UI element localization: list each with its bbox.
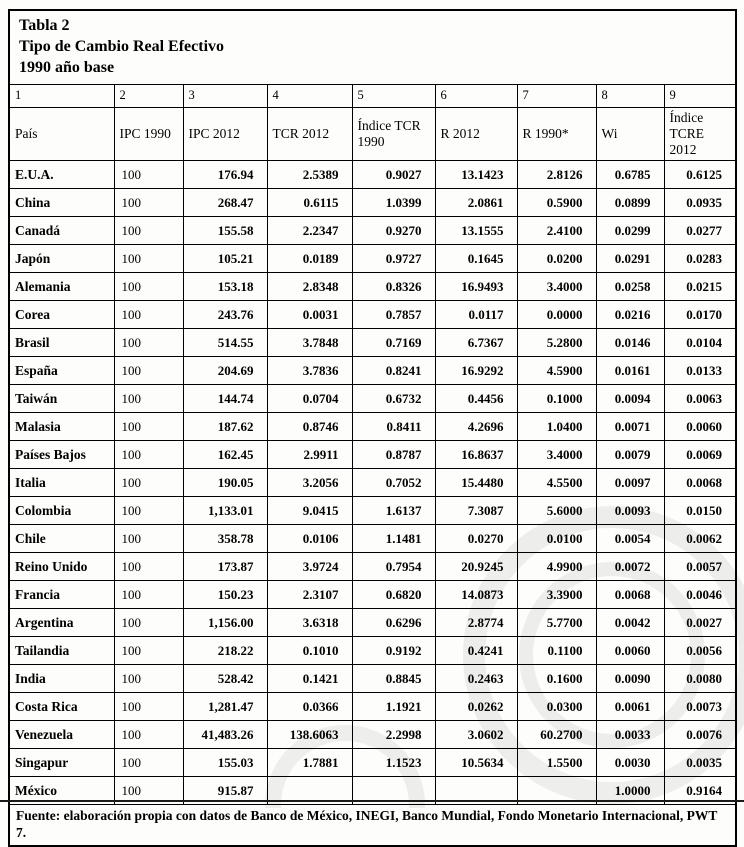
value-cell: 0.4456 [435, 385, 517, 413]
value-cell: 0.0146 [596, 329, 664, 357]
value-cell: 100 [114, 777, 183, 805]
value-cell: 150.23 [183, 581, 267, 609]
value-cell: 13.1423 [435, 161, 517, 189]
data-table [8, 9, 737, 847]
value-cell: 2.5389 [267, 161, 352, 189]
value-cell: 3.4000 [517, 441, 596, 469]
value-cell: 10.5634 [435, 749, 517, 777]
country-cell: México [9, 777, 114, 805]
value-cell: 3.6318 [267, 609, 352, 637]
value-cell: 0.0063 [664, 385, 736, 413]
value-cell: 0.0106 [267, 525, 352, 553]
value-cell: 1.0399 [352, 189, 435, 217]
value-cell: 100 [114, 385, 183, 413]
value-cell: 0.0262 [435, 693, 517, 721]
table-row [9, 413, 736, 441]
value-cell: 528.42 [183, 665, 267, 693]
value-cell: 0.0299 [596, 217, 664, 245]
value-cell: 100 [114, 525, 183, 553]
value-cell: 243.76 [183, 301, 267, 329]
value-cell: 268.47 [183, 189, 267, 217]
value-cell: 100 [114, 609, 183, 637]
value-cell: 3.9724 [267, 553, 352, 581]
country-cell: E.U.A. [9, 161, 114, 189]
column-number-cell: 8 [596, 85, 664, 108]
table-row [9, 693, 736, 721]
table-row [9, 217, 736, 245]
column-number-cell: 4 [267, 85, 352, 108]
country-cell: Países Bajos [9, 441, 114, 469]
value-cell: 0.0033 [596, 721, 664, 749]
column-header-cell: R 1990* [517, 108, 596, 161]
value-cell: 0.6820 [352, 581, 435, 609]
value-cell: 0.0071 [596, 413, 664, 441]
column-header-cell: IPC 1990 [114, 108, 183, 161]
value-cell: 100 [114, 441, 183, 469]
value-cell: 0.8746 [267, 413, 352, 441]
value-cell: 100 [114, 329, 183, 357]
value-cell: 6.7367 [435, 329, 517, 357]
value-cell: 0.0060 [664, 413, 736, 441]
table-row [9, 385, 736, 413]
value-cell: 100 [114, 217, 183, 245]
table-row [9, 161, 736, 189]
table-row [9, 469, 736, 497]
table-row [9, 581, 736, 609]
value-cell: 105.21 [183, 245, 267, 273]
value-cell: 0.0062 [664, 525, 736, 553]
value-cell: 0.6732 [352, 385, 435, 413]
value-cell: 0.0200 [517, 245, 596, 273]
value-cell: 0.6125 [664, 161, 736, 189]
value-cell: 153.18 [183, 273, 267, 301]
value-cell: 0.0150 [664, 497, 736, 525]
value-cell: 0.8326 [352, 273, 435, 301]
column-number-cell: 7 [517, 85, 596, 108]
value-cell: 0.4241 [435, 637, 517, 665]
value-cell: 0.6115 [267, 189, 352, 217]
value-cell: 2.4100 [517, 217, 596, 245]
value-cell: 0.0117 [435, 301, 517, 329]
value-cell: 0.1421 [267, 665, 352, 693]
country-cell: Chile [9, 525, 114, 553]
value-cell: 0.0283 [664, 245, 736, 273]
value-cell: 0.6785 [596, 161, 664, 189]
value-cell: 0.9192 [352, 637, 435, 665]
value-cell: 0.0042 [596, 609, 664, 637]
value-cell: 100 [114, 469, 183, 497]
value-cell: 5.6000 [517, 497, 596, 525]
value-cell: 0.8241 [352, 357, 435, 385]
value-cell: 0.2463 [435, 665, 517, 693]
value-cell: 100 [114, 273, 183, 301]
column-header-cell: TCR 2012 [267, 108, 352, 161]
value-cell: 0.0054 [596, 525, 664, 553]
value-cell: 0.0170 [664, 301, 736, 329]
value-cell: 100 [114, 189, 183, 217]
value-cell: 0.1100 [517, 637, 596, 665]
value-cell: 2.2347 [267, 217, 352, 245]
value-cell: 0.8845 [352, 665, 435, 693]
value-cell: 0.0704 [267, 385, 352, 413]
document-page [8, 9, 737, 847]
value-cell: 0.0000 [517, 301, 596, 329]
value-cell: 0.0069 [664, 441, 736, 469]
value-cell: 0.9164 [664, 777, 736, 805]
value-cell: 100 [114, 497, 183, 525]
value-cell: 173.87 [183, 553, 267, 581]
column-number-row [9, 85, 736, 108]
value-cell: 0.0161 [596, 357, 664, 385]
value-cell: 1.1481 [352, 525, 435, 553]
value-cell: 0.0189 [267, 245, 352, 273]
value-cell: 0.7169 [352, 329, 435, 357]
value-cell: 2.9911 [267, 441, 352, 469]
value-cell: 1,281.47 [183, 693, 267, 721]
country-cell: Costa Rica [9, 693, 114, 721]
value-cell: 0.6296 [352, 609, 435, 637]
country-cell: Italia [9, 469, 114, 497]
value-cell: 0.5900 [517, 189, 596, 217]
column-number-cell: 1 [9, 85, 114, 108]
country-cell: Argentina [9, 609, 114, 637]
table-row [9, 749, 736, 777]
country-cell: Reino Unido [9, 553, 114, 581]
country-cell: España [9, 357, 114, 385]
value-cell: 3.7836 [267, 357, 352, 385]
value-cell: 138.6063 [267, 721, 352, 749]
table-row [9, 525, 736, 553]
value-cell: 5.2800 [517, 329, 596, 357]
country-cell: Singapur [9, 749, 114, 777]
value-cell: 100 [114, 749, 183, 777]
value-cell: 0.0072 [596, 553, 664, 581]
table-row [9, 441, 736, 469]
value-cell: 100 [114, 245, 183, 273]
value-cell: 0.0291 [596, 245, 664, 273]
value-cell: 1.0400 [517, 413, 596, 441]
value-cell: 915.87 [183, 777, 267, 805]
table-row [9, 357, 736, 385]
value-cell: 0.0258 [596, 273, 664, 301]
column-header-cell: Índice TCRE 2012 [664, 108, 736, 161]
page-bottom-rule [0, 800, 744, 802]
value-cell: 162.45 [183, 441, 267, 469]
value-cell: 358.78 [183, 525, 267, 553]
table-row [9, 301, 736, 329]
table-title [9, 10, 736, 85]
value-cell: 60.2700 [517, 721, 596, 749]
value-cell: 0.0277 [664, 217, 736, 245]
value-cell: 100 [114, 413, 183, 441]
value-cell: 0.0068 [596, 581, 664, 609]
country-cell: Corea [9, 301, 114, 329]
table-title-line-2: Tipo de Cambio Real Efectivo [19, 38, 225, 55]
value-cell: 0.0366 [267, 693, 352, 721]
column-header-cell: IPC 2012 [183, 108, 267, 161]
table-row [9, 273, 736, 301]
value-cell: 155.03 [183, 749, 267, 777]
value-cell: 0.9727 [352, 245, 435, 273]
value-cell: 7.3087 [435, 497, 517, 525]
value-cell: 0.8787 [352, 441, 435, 469]
value-cell: 1,133.01 [183, 497, 267, 525]
value-cell: 155.58 [183, 217, 267, 245]
table-row [9, 245, 736, 273]
column-header-cell: Wi [596, 108, 664, 161]
value-cell: 0.0133 [664, 357, 736, 385]
value-cell: 0.7052 [352, 469, 435, 497]
value-cell: 4.5500 [517, 469, 596, 497]
value-cell: 0.0073 [664, 693, 736, 721]
value-cell: 100 [114, 637, 183, 665]
country-cell: Venezuela [9, 721, 114, 749]
value-cell: 0.7857 [352, 301, 435, 329]
source-note: Fuente: elaboración propia con datos de Banco de México, INEGI, Banco Mundial, Fondo Monetario Internacional, PWT 7. [9, 805, 736, 847]
value-cell: 100 [114, 553, 183, 581]
value-cell: 0.9027 [352, 161, 435, 189]
value-cell: 4.9900 [517, 553, 596, 581]
column-number-cell: 2 [114, 85, 183, 108]
value-cell: 190.05 [183, 469, 267, 497]
value-cell: 9.0415 [267, 497, 352, 525]
value-cell: 100 [114, 161, 183, 189]
value-cell: 0.7954 [352, 553, 435, 581]
table-row [9, 189, 736, 217]
value-cell: 0.1000 [517, 385, 596, 413]
country-cell: Francia [9, 581, 114, 609]
value-cell: 0.0060 [596, 637, 664, 665]
value-cell: 0.0100 [517, 525, 596, 553]
value-cell: 1.7881 [267, 749, 352, 777]
value-cell: 100 [114, 721, 183, 749]
table-body [9, 161, 736, 805]
value-cell: 100 [114, 581, 183, 609]
title-row [9, 10, 736, 85]
value-cell: 0.0215 [664, 273, 736, 301]
value-cell: 16.8637 [435, 441, 517, 469]
value-cell: 100 [114, 357, 183, 385]
value-cell: 0.8411 [352, 413, 435, 441]
value-cell: 144.74 [183, 385, 267, 413]
value-cell: 0.0104 [664, 329, 736, 357]
value-cell: 1.0000 [596, 777, 664, 805]
value-cell: 2.8126 [517, 161, 596, 189]
value-cell: 0.1600 [517, 665, 596, 693]
country-cell: Tailandia [9, 637, 114, 665]
value-cell: 3.4000 [517, 273, 596, 301]
column-number-cell: 3 [183, 85, 267, 108]
table-row [9, 665, 736, 693]
value-cell: 0.0030 [596, 749, 664, 777]
table-row [9, 553, 736, 581]
value-cell: 514.55 [183, 329, 267, 357]
country-cell: Colombia [9, 497, 114, 525]
column-number-cell: 5 [352, 85, 435, 108]
table-title-line-3: 1990 año base [19, 59, 115, 76]
value-cell: 0.0057 [664, 553, 736, 581]
value-cell: 20.9245 [435, 553, 517, 581]
value-cell: 2.0861 [435, 189, 517, 217]
value-cell: 2.8348 [267, 273, 352, 301]
value-cell: 0.0300 [517, 693, 596, 721]
value-cell: 0.0035 [664, 749, 736, 777]
country-cell: India [9, 665, 114, 693]
value-cell: 3.2056 [267, 469, 352, 497]
value-cell: 0.0094 [596, 385, 664, 413]
column-header-row [9, 108, 736, 161]
column-number-cell: 9 [664, 85, 736, 108]
value-cell: 1.6137 [352, 497, 435, 525]
country-cell: Alemania [9, 273, 114, 301]
country-cell: China [9, 189, 114, 217]
value-cell: 0.0061 [596, 693, 664, 721]
country-cell: Canadá [9, 217, 114, 245]
value-cell: 0.0031 [267, 301, 352, 329]
value-cell: 4.5900 [517, 357, 596, 385]
value-cell: 2.8774 [435, 609, 517, 637]
value-cell: 3.3900 [517, 581, 596, 609]
table-row [9, 609, 736, 637]
value-cell: 0.0216 [596, 301, 664, 329]
value-cell: 0.0079 [596, 441, 664, 469]
value-cell: 0.0097 [596, 469, 664, 497]
value-cell: 1.5500 [517, 749, 596, 777]
value-cell: 2.2998 [352, 721, 435, 749]
value-cell: 13.1555 [435, 217, 517, 245]
value-cell: 0.0076 [664, 721, 736, 749]
value-cell: 0.0046 [664, 581, 736, 609]
country-cell: Brasil [9, 329, 114, 357]
value-cell: 0.0080 [664, 665, 736, 693]
value-cell: 176.94 [183, 161, 267, 189]
value-cell: 0.0068 [664, 469, 736, 497]
column-number-cell: 6 [435, 85, 517, 108]
value-cell: 0.0093 [596, 497, 664, 525]
value-cell: 0.1645 [435, 245, 517, 273]
table-row [9, 497, 736, 525]
value-cell: 0.9270 [352, 217, 435, 245]
value-cell: 1.1523 [352, 749, 435, 777]
table-row [9, 637, 736, 665]
value-cell: 1.1921 [352, 693, 435, 721]
value-cell: 1,156.00 [183, 609, 267, 637]
value-cell: 14.0873 [435, 581, 517, 609]
country-cell: Malasia [9, 413, 114, 441]
value-cell: 0.0270 [435, 525, 517, 553]
column-header-cell: R 2012 [435, 108, 517, 161]
value-cell: 3.7848 [267, 329, 352, 357]
value-cell: 0.0899 [596, 189, 664, 217]
value-cell: 16.9493 [435, 273, 517, 301]
value-cell: 0.1010 [267, 637, 352, 665]
value-cell: 2.3107 [267, 581, 352, 609]
value-cell: 100 [114, 693, 183, 721]
value-cell: 0.0056 [664, 637, 736, 665]
value-cell: 204.69 [183, 357, 267, 385]
value-cell: 16.9292 [435, 357, 517, 385]
value-cell: 187.62 [183, 413, 267, 441]
value-cell: 41,483.26 [183, 721, 267, 749]
value-cell: 100 [114, 301, 183, 329]
value-cell: 3.0602 [435, 721, 517, 749]
column-header-cell: Índice TCR 1990 [352, 108, 435, 161]
table-row [9, 329, 736, 357]
country-cell: Japón [9, 245, 114, 273]
source-row [9, 805, 736, 847]
table-title-line-1: Tabla 2 [19, 17, 70, 34]
value-cell: 0.0935 [664, 189, 736, 217]
column-header-cell: País [9, 108, 114, 161]
value-cell: 5.7700 [517, 609, 596, 637]
country-cell: Taiwán [9, 385, 114, 413]
value-cell: 218.22 [183, 637, 267, 665]
value-cell: 0.0090 [596, 665, 664, 693]
value-cell: 100 [114, 665, 183, 693]
value-cell: 4.2696 [435, 413, 517, 441]
value-cell: 15.4480 [435, 469, 517, 497]
table-row [9, 721, 736, 749]
value-cell: 0.0027 [664, 609, 736, 637]
